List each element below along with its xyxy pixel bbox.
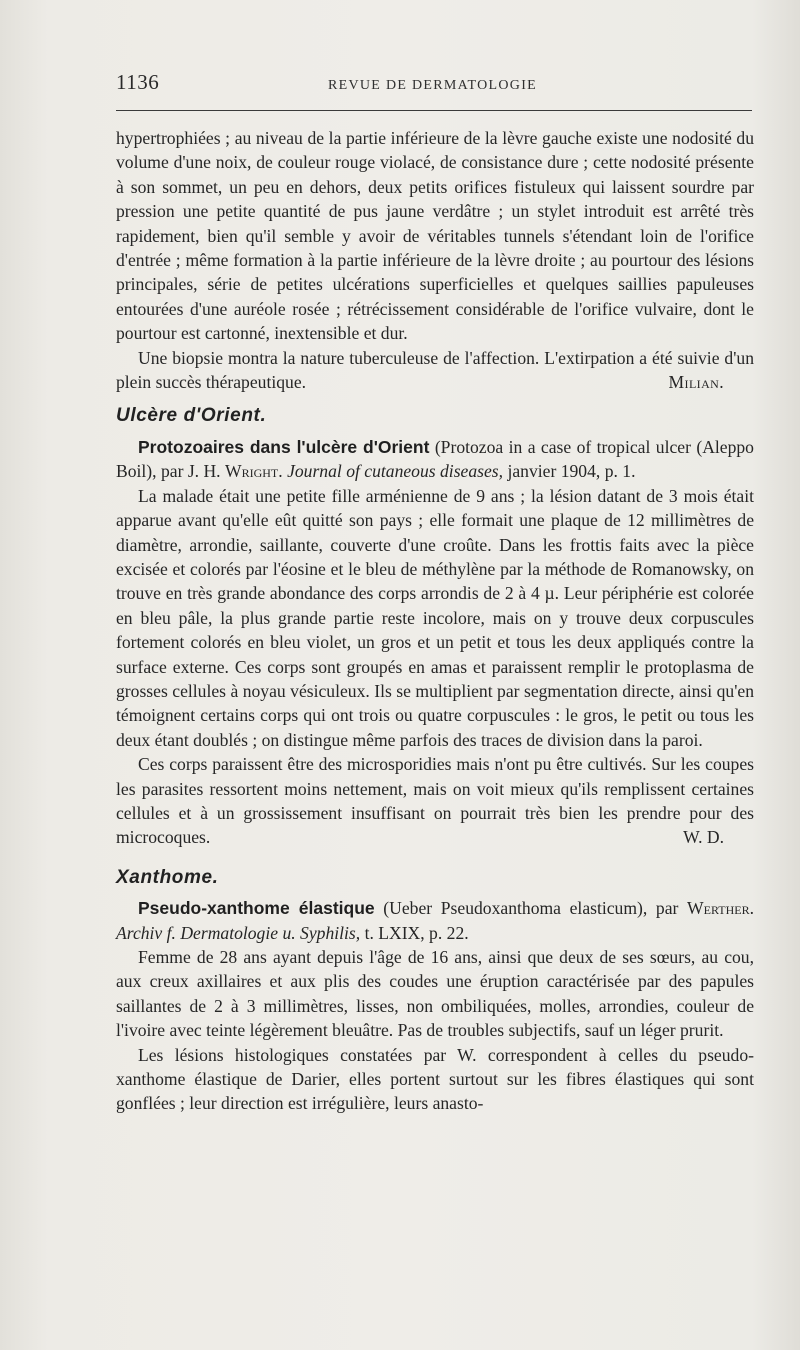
article-ref-text: (Ueber Pseudoxanthoma elasticum), par (383, 898, 679, 919)
article-ref-text: (Protozoa in a case of tropical ulcer (Aleppo Boil), par J. H. (116, 436, 754, 482)
paragraph-text: Une biopsie montra la nature tuberculeuse de l'affection. L'extirpation a été suivie d'un plein succès thérapeutique. (116, 347, 754, 393)
article-reference-2 (116, 896, 754, 945)
article-author: Werther. (687, 898, 754, 919)
author-signature-milian: Milian. (668, 372, 724, 393)
body-paragraph-4: Les lésions histologiques constatées par W. correspondent à celles du pseudo-xanthome élastique de Darier, elles portent surtout sur les fibres élastiques qui sont gonflées ; leur direction est irrégulière, leurs anasto- (116, 1044, 754, 1114)
body-paragraph-3: Femme de 28 ans ayant depuis l'âge de 16 ans, ainsi que deux de ses sœurs, au cou, aux creux axillaires et aux plis des coudes une éruption caractérisée par des papules saillantes de 2 à 3 millimètres, lisses, non ombiliquées, molles, arrondies, couleur de l'ivoire avec teinte légèrement bleuâtre. Pas de troubles subjectifs, sauf un léger prurit. (116, 947, 754, 1041)
page-number: 1136 (116, 70, 160, 94)
article-title: Protozoaires dans l'ulcère d'Orient (138, 436, 430, 457)
section-heading-ulcere: Ulcère d'Orient. (116, 405, 267, 427)
article-author: Wright. (224, 461, 283, 482)
journal-name: Archiv f. Dermatologie u. Syphilis, (116, 922, 361, 943)
header-rule (116, 110, 752, 111)
journal-name: Journal of cutaneous diseases, (287, 461, 504, 482)
paragraph-text: Ces corps paraissent être des microsporidies mais n'ont pu être cultivés. Sur les coupes les parasites ressortent moins nettement, mais on voit mieux qu'ils remplissent certaines cellules et à un grossissement insuffisant on pourrait très bien les prendre pour des microcoques. (116, 754, 754, 848)
section-heading-xanthome: Xanthome. (116, 866, 219, 888)
page-header (116, 68, 752, 100)
article-ref-tail: t. LXIX, p. 22. (364, 922, 469, 943)
article-title: Pseudo-xanthome élastique (138, 898, 375, 919)
continuation-paragraph: hypertrophiées ; au niveau de la partie inférieure de la lèvre gauche existe une nodosité du volume d'une noix, de couleur rouge violacé, de consistance dure ; cette nodosité présente à son sommet, un peu en dehors, deux petits orifices fistuleux qui laissent sourdre par pression une petite quantité de pus jaune verdâtre ; un stylet introduit est arrêté très rapidement, bien qu'il semble y avoir de véritables tunnels s'étendant loin de l'orifice d'entrée ; même formation à la partie inférieure de la lèvre droite ; au pourtour des lésions principales, série de petites ulcérations superficielles et quelques saillies papuleuses entourées d'une auréole rosée ; rétrécissement considérable de l'orifice vulvaire, dont le pourtour est cartonné, inextensible et dur. (116, 128, 754, 344)
article-reference-1 (116, 435, 754, 484)
article-ref-tail: janvier 1904, p. 1. (507, 461, 636, 482)
author-signature-wd: W. D. (683, 827, 724, 848)
body-paragraph-2 (116, 752, 754, 850)
continuation-paragraph-2 (116, 346, 754, 395)
page-body (116, 126, 754, 1116)
running-title: REVUE DE DERMATOLOGIE (328, 78, 538, 93)
body-paragraph: La malade était une petite fille arménienne de 9 ans ; la lésion datant de 3 mois était apparue avant qu'elle eût quitté son pays ; elle formait une plaque de 12 millimètres de diamètre, arrondie, saillante, couverte d'une croûte. Dans les frottis faits avec la pièce excisée et colorés par l'éosine et le bleu de méthylène par la méthode de Romanowsky, on trouve en très grande abondance des corps arrondis de 2 à 4 µ. Leur périphérie est colorée en bleu pâle, la plus grande partie reste incolore, mais on y trouve deux corpuscules fortement colorés en bleu violet, un gros et un petit et tous les deux appliqués contre la surface externe. Ces corps sont groupés en amas et paraissent remplir le protoplasma de grosses cellules à noyau vésiculeux. Ils se multiplient par segmentation directe, ainsi qu'en témoignent certains corps qui ont trois ou quatre corpuscules : le gros, le petit ou tous les deux étant doublés ; on distingue même parfois des traces de division dans la paroi. (116, 485, 754, 750)
